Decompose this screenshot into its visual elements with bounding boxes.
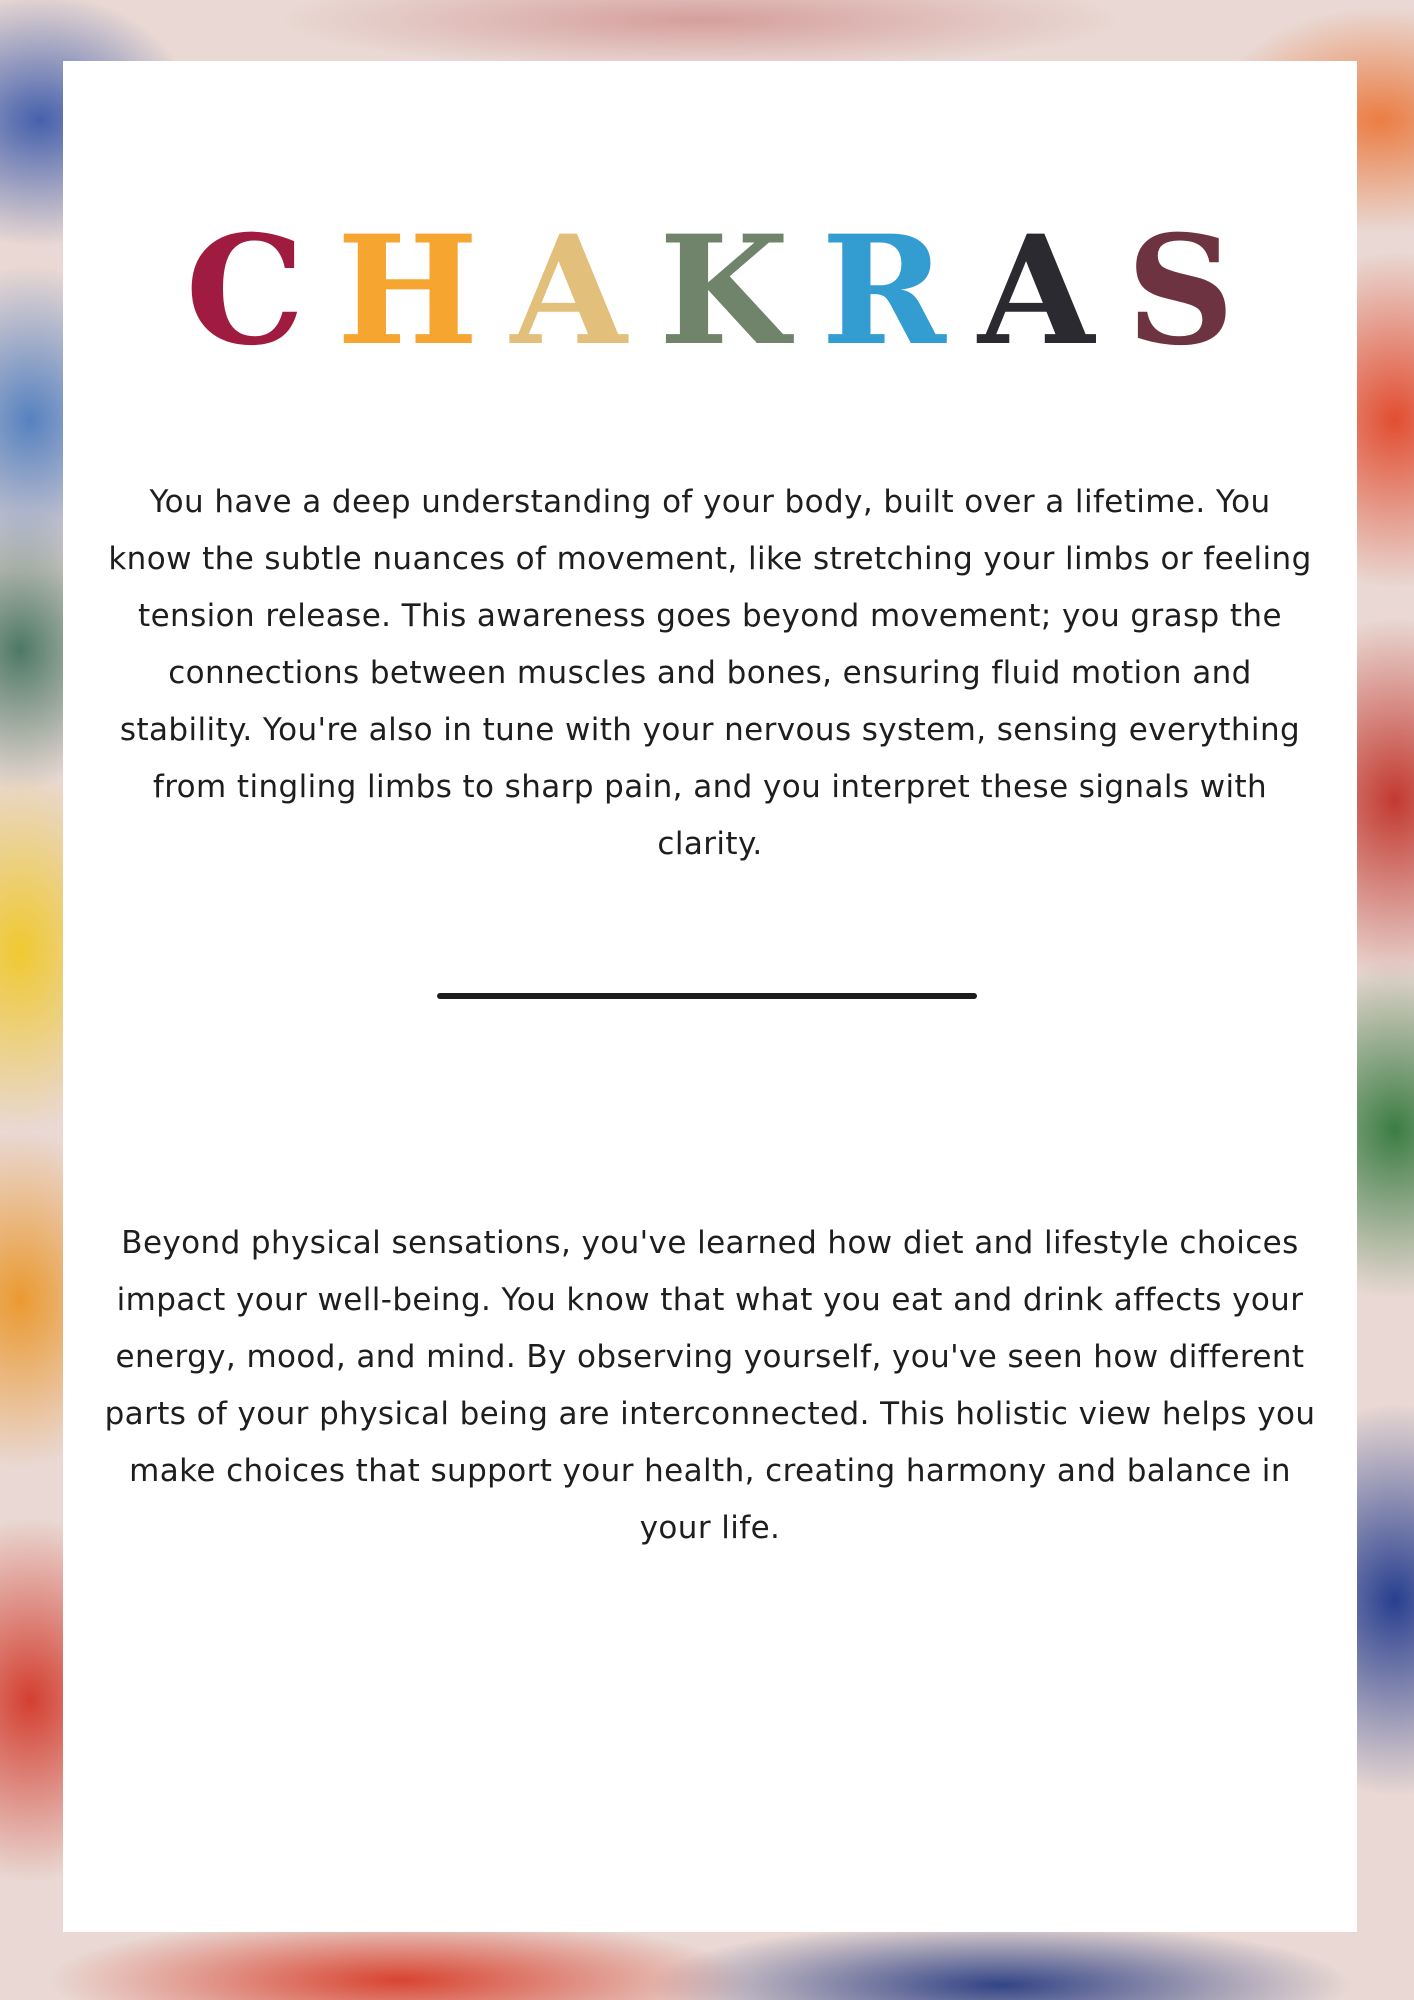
content-card: [63, 61, 1357, 1932]
title-letter: A: [510, 203, 627, 379]
body-paragraph-1: You have a deep understanding of your body, built over a lifetime. You know the subtle nuances of movement, like stretching your limbs or feeling tension release. This awareness goes beyond movement; you grasp the connections between muscles and bones, ensuring fluid motion and stability. You're also in tune with your nervous system, sensing everything from tingling limbs to sharp pain, and you interpret these signals with clarity.: [108, 484, 1312, 862]
title-letter: C: [185, 203, 305, 379]
title-letter: A: [977, 203, 1095, 379]
title-letter: S: [1126, 203, 1235, 379]
divider-line: [437, 993, 977, 999]
title-letter: R: [821, 203, 946, 379]
body-paragraph-2: Beyond physical sensations, you've learned how diet and lifestyle choices impact your well-being. You know that what you eat and drink affects your energy, mood, and mind. By observing yourself, you've seen how different parts of your physical being are interconnected. This holistic view helps you make choices that support your health, creating harmony and balance in your life.: [104, 1225, 1316, 1546]
page-title: [63, 203, 1357, 379]
title-letter: K: [658, 203, 790, 379]
title-letter: H: [336, 203, 479, 379]
